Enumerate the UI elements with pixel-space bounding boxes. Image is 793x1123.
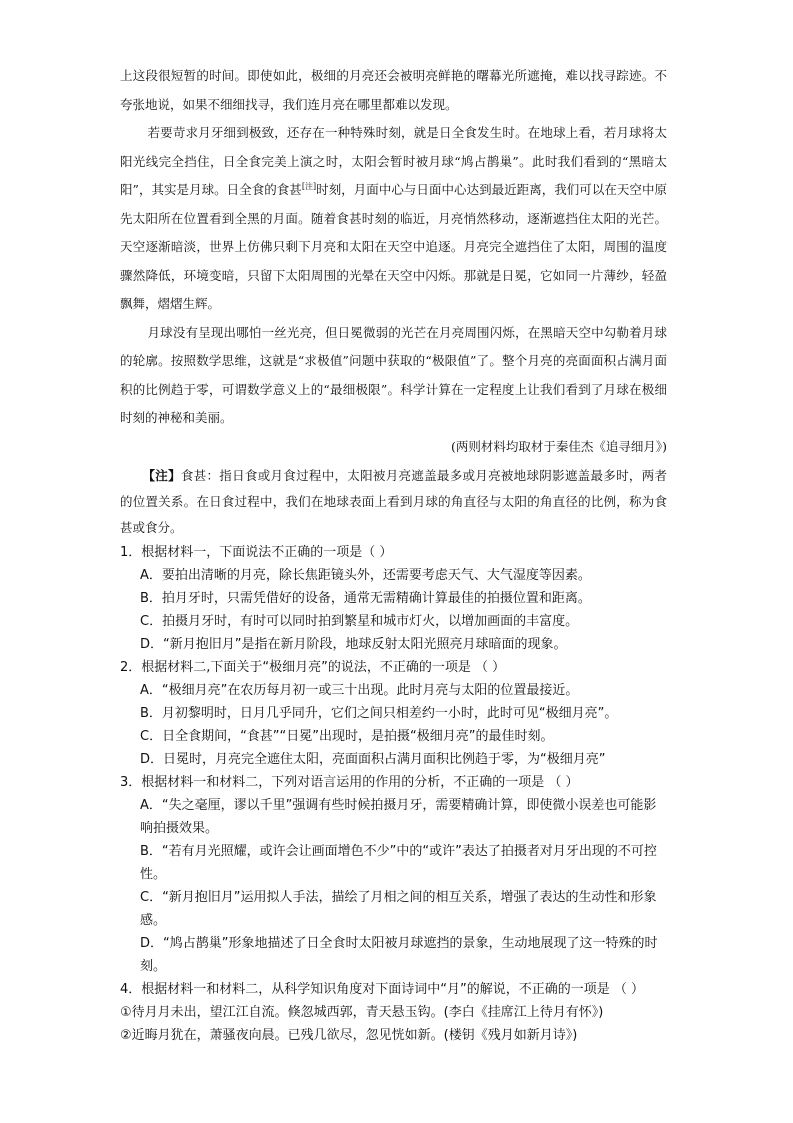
poem-line: ②近晦月犹在，萧骚夜向晨。已残几欲尽，忽见恍如新。(楼钥《残月如新月诗》) — [120, 1028, 578, 1043]
option: D．日冕时，月亮完全遮住太阳，亮面面积占满月面积比例趋于零，为“极细月亮” — [140, 752, 606, 767]
question — [120, 541, 667, 656]
question-stem: 3．根据材料一和材料二，下列对语言运用的作用的分析，不正确的一项是 （ ） — [120, 775, 579, 790]
option: B．拍月牙时，只需凭借好的设备，通常无需精确计算最佳的拍摄位置和距离。 — [140, 591, 591, 606]
footnote — [120, 463, 667, 541]
option: A．“失之毫厘，谬以千里”强调有些时候拍摄月牙，需要精确计算，即使微小误差也可能影响拍摄效果。 — [140, 798, 657, 836]
footnote-mark: [注] — [301, 181, 317, 191]
option: D．“新月抱旧月”是指在新月阶段，地球反射太阳光照亮月球暗面的现象。 — [140, 637, 567, 652]
reading-material — [120, 62, 667, 461]
question-stem: 1．根据材料一，下面说法不正确的一项是（ ） — [120, 545, 393, 560]
question — [120, 771, 667, 978]
question-stem: 4．根据材料一和材料二，从科学知识角度对下面诗词中“月”的解说，不正确的一项是 （ ） — [120, 982, 645, 997]
question — [120, 656, 667, 771]
option: A．要拍出清晰的月亮，除长焦距镜头外，还需要考虑天气、大气湿度等因素。 — [140, 568, 591, 583]
footnote-text: 食甚：指日食或月食过程中，太阳被月亮遮盖最多或月亮被地球阴影遮盖最多时，两者的位置关系。在日食过程中，我们在地球表面上看到月球的角直径与太阳的角直径的比例，称为食甚或食分。 — [120, 468, 667, 535]
option: B．月初黎明时，日月几乎同升，它们之间只相差约一小时，此时可见“极细月亮”。 — [140, 706, 618, 721]
footnote-tag: 【注】 — [142, 468, 181, 483]
question-list — [120, 541, 667, 1001]
material-paragraph: 月球没有呈现出哪怕一丝光亮，但日冕微弱的光芒在月亮周围闪烁，在黑暗天空中勾勒着月球的轮廓。按照数学思维，这就是“求极值”问题中获取的“极限值”了。整个月亮的亮面面积占满月面积的比例趋于零，可谓数学意义上的“最细极限”。科学计算在一定程度上让我们看到了月球在极细时刻的神秘和美丽。 — [120, 324, 667, 425]
material-paragraph: 若要苛求月牙细到极致，还存在一种特殊时刻，就是日全食发生时。在地球上看，若月球将太阳光线完全挡住，日全食完美上演之时，太阳会暂时被月球“鸠占鹊巢”。此时我们看到的“黑暗太阳”，其实是月球。日全食的食甚[注]时刻，月面中心与日面中心达到最近距离，我们可以在天空中原先太阳所在位置看到全黑的月面。随着食甚时刻的临近，月亮悄然移动，逐渐遮挡住太阳的光芒。天空逐渐暗淡，世界上仿佛只剩下月亮和太阳在天空中追逐。月亮完全遮挡住了太阳，周围的温度骤然降低，环境变暗，只留下太阳周围的光晕在天空中闪烁。那就是日冕，它如同一片薄纱，轻盈飘舞，熠熠生辉。 — [120, 125, 667, 311]
question — [120, 978, 667, 1001]
option: C．拍摄月牙时，有时可以同时拍到繁星和城市灯火，以增加画面的丰富度。 — [140, 614, 579, 629]
material-paragraph: 上这段很短暂的时间。即使如此，极细的月亮还会被明亮鲜艳的曙幕光所遮掩，难以找寻踪迹。不夸张地说，如果不细细找寻，我们连月亮在哪里都难以发现。 — [120, 68, 667, 112]
option: C．“新月抱旧月”运用拟人手法，描绘了月相之间的相互关系，增强了表达的生动性和形象感。 — [140, 890, 657, 928]
option: D．“鸠占鹊巢”形象地描述了日全食时太阳被月球遮挡的景象，生动地展现了这一特殊的时刻。 — [140, 936, 658, 974]
material-source: (两则材料均取材于秦佳杰《追寻细月》) — [450, 438, 667, 454]
option: B．“若有月光照耀，或许会让画面增色不少”中的“或许”表达了拍摄者对月牙出现的不可控性。 — [140, 844, 657, 882]
option: A．“极细月亮”在农历每月初一或三十出现。此时月亮与太阳的位置最接近。 — [140, 683, 579, 698]
poem-line: ①待月月未出，望江江自流。倏忽城西郭，青天悬玉钩。(李白《挂席江上待月有怀》) — [120, 1005, 604, 1020]
poem-list — [120, 1001, 667, 1047]
question-stem: 2．根据材料二,下面关于“极细月亮”的说法，不正确的一项是 （ ） — [120, 660, 506, 675]
option: C．日全食期间，“食甚”“日冕”出现时，是拍摄“极细月亮”的最佳时刻。 — [140, 729, 554, 744]
